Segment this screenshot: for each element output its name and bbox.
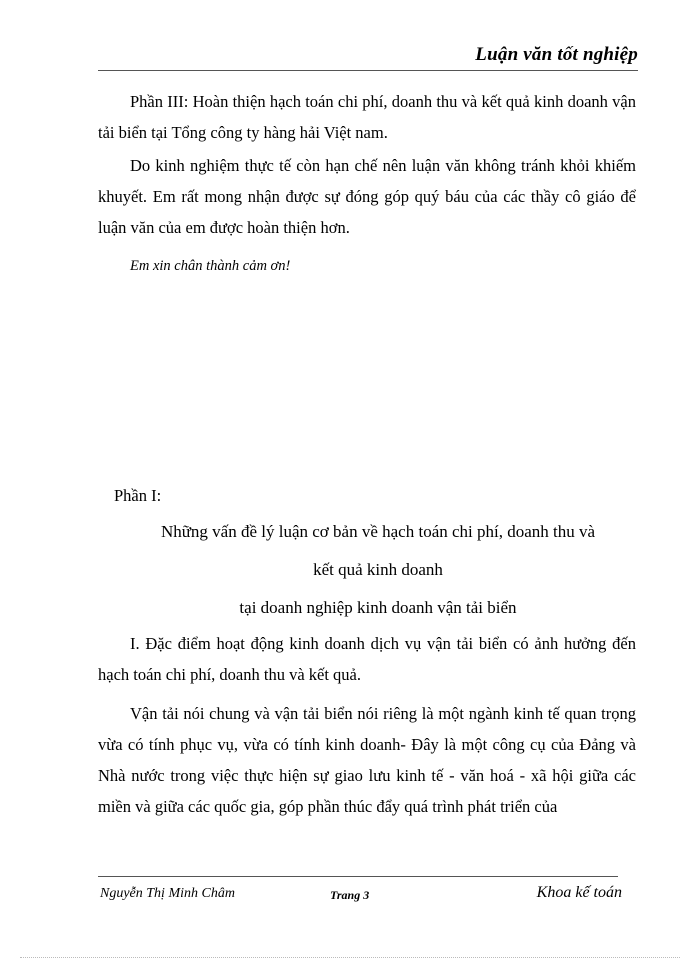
footer-page-number: Trang 3 xyxy=(330,888,370,902)
header-title: Luận văn tốt nghiệp xyxy=(475,44,638,65)
page-bottom-edge xyxy=(20,957,680,958)
footer-department: Khoa kế toán xyxy=(536,884,622,901)
paragraph-limitations: Do kinh nghiệm thực tế còn hạn chế nên luận văn không tránh khỏi khiếm khuyết. Em rất mong nhận được sự đóng góp quý báu của các thầy cô giáo để luận văn của em được hoàn thiện hơn. xyxy=(98,156,636,237)
part-label: Phần I: xyxy=(114,486,162,505)
paragraph-thanks: Em xin chân thành cảm ơn! xyxy=(130,258,291,274)
footer-divider xyxy=(98,876,618,877)
section-heading-i: I. Đặc điểm hoạt động kinh doanh dịch vụ vận tải biển có ảnh hưởng đến hạch toán chi phí, doanh thu và kết quả. xyxy=(98,634,636,684)
part-title-line-2: kết quả kinh doanh xyxy=(313,560,443,579)
footer-author: Nguyễn Thị Minh Châm xyxy=(100,886,235,901)
part-title-line-1: Những vấn đề lý luận cơ bản về hạch toán chi phí, doanh thu và xyxy=(160,522,596,541)
paragraph-part-iii: Phần III: Hoàn thiện hạch toán chi phí, doanh thu và kết quả kinh doanh vận tải biển tại Tổng công ty hàng hải Việt nam. xyxy=(98,92,636,142)
part-title-line-3: tại doanh nghiệp kinh doanh vận tải biển xyxy=(239,598,517,617)
header-divider xyxy=(98,70,638,71)
paragraph-transport: Vận tải nói chung và vận tải biển nói riêng là một ngành kinh tế quan trọng vừa có tính phục vụ, vừa có tính kinh doanh- Đây là một công cụ của Đảng và Nhà nước trong việc thực hiện sự giao lưu kinh tế - văn hoá - xã hội giữa các miền và giữa các quốc gia, góp phần thúc đẩy quá trình phát triển của xyxy=(98,704,636,816)
